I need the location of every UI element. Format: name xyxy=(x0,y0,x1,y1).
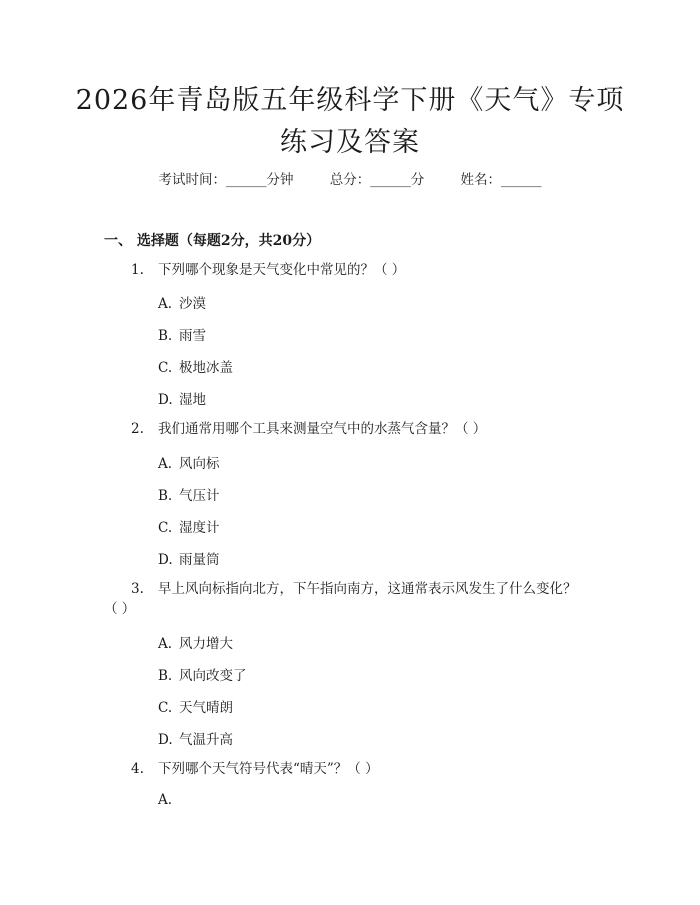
exam-score: 总分：______分 xyxy=(329,172,425,188)
option-1a xyxy=(158,292,206,312)
option-text: 风向改变了 xyxy=(179,668,247,684)
option-text: 湿度计 xyxy=(179,520,220,536)
student-name: 姓名：______ xyxy=(460,172,542,188)
option-2b xyxy=(158,484,220,504)
option-text: 湿地 xyxy=(179,392,206,408)
question-4 xyxy=(131,759,379,779)
question-3-continuation: （ ） xyxy=(104,601,136,617)
option-label: B. xyxy=(158,488,173,504)
section-heading: 一、 选择题（每题2分，共20分） xyxy=(104,233,321,249)
option-3b xyxy=(158,664,247,684)
question-2 xyxy=(131,419,486,439)
question-number: 1. xyxy=(131,262,144,278)
option-4a xyxy=(158,792,179,808)
option-label: B. xyxy=(158,668,173,684)
option-text: 极地冰盖 xyxy=(179,360,233,376)
title-line-1: 2026年青岛版五年级科学下册《天气》专项 xyxy=(75,85,625,116)
option-2a xyxy=(158,452,220,472)
option-2c xyxy=(158,516,220,536)
option-3c xyxy=(158,696,233,716)
exam-time: 考试时间：______分钟 xyxy=(158,172,294,188)
option-label: B. xyxy=(158,328,173,344)
option-text: 气温升高 xyxy=(179,732,233,748)
option-label: D. xyxy=(158,732,173,748)
option-label: D. xyxy=(158,392,173,408)
option-label: A. xyxy=(158,636,173,652)
option-text: 气压计 xyxy=(179,488,220,504)
question-1 xyxy=(131,260,405,280)
option-1b xyxy=(158,324,206,344)
option-label: A. xyxy=(158,792,173,808)
option-text: 风力增大 xyxy=(179,636,233,652)
option-label: A. xyxy=(158,296,173,312)
option-label: D. xyxy=(158,552,173,568)
question-text: 我们通常用哪个工具来测量空气中的水蒸气含量？（ ） xyxy=(158,421,487,437)
question-text: 早上风向标指向北方，下午指向南方，这通常表示风发生了什么变化？ xyxy=(158,581,577,597)
page-title xyxy=(60,80,640,164)
option-label: C. xyxy=(158,520,173,536)
option-text: 沙漠 xyxy=(179,296,206,312)
question-number: 3. xyxy=(131,581,144,597)
option-label: C. xyxy=(158,360,173,376)
title-line-2: 练习及答案 xyxy=(280,127,420,158)
question-3 xyxy=(131,579,577,599)
exam-meta xyxy=(0,168,700,188)
option-2d xyxy=(158,548,220,568)
question-text: 下列哪个现象是天气变化中常见的？（ ） xyxy=(158,262,406,278)
question-number: 2. xyxy=(131,421,144,437)
option-1d xyxy=(158,388,206,408)
question-text: 下列哪个天气符号代表“晴天”？（ ） xyxy=(158,761,379,777)
option-3d xyxy=(158,728,233,748)
option-3a xyxy=(158,632,233,652)
option-text: 雨量筒 xyxy=(179,552,220,568)
option-text: 雨雪 xyxy=(179,328,206,344)
option-text: 风向标 xyxy=(179,456,220,472)
option-text: 天气晴朗 xyxy=(179,700,233,716)
option-label: C. xyxy=(158,700,173,716)
question-number: 4. xyxy=(131,761,144,777)
option-1c xyxy=(158,356,233,376)
option-label: A. xyxy=(158,456,173,472)
